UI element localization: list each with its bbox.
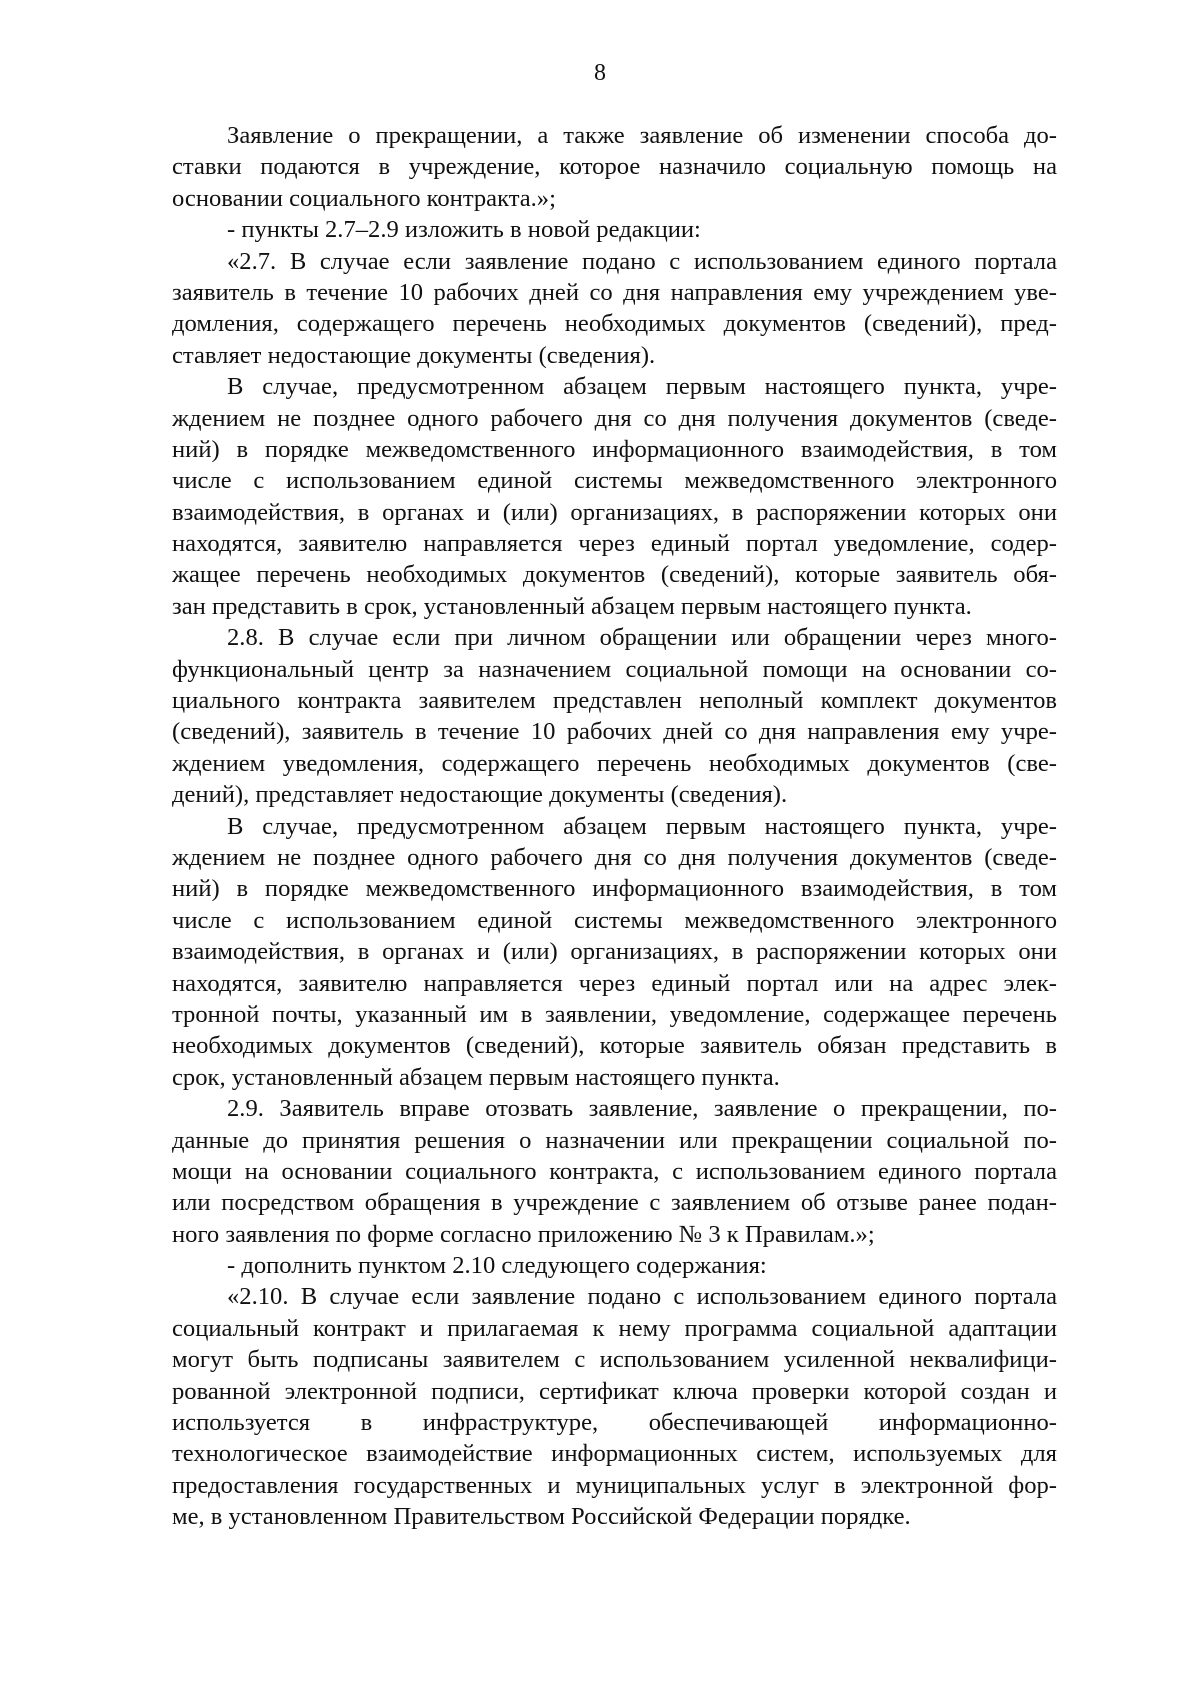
text-line: ставляет недостающие документы (сведения). (172, 341, 656, 369)
text-line: ного заявления по форме согласно приложению № 3 к Правилам.»; (172, 1220, 875, 1248)
text-line: 2.9. Заявитель вправе отозвать заявление, заявление о прекращении, по- (227, 1095, 1057, 1123)
text-line: 2.8. В случае если при личном обращении или обращении через много- (227, 624, 1057, 652)
text-line: ме, в установленном Правительством Российской Федерации порядке. (172, 1503, 911, 1531)
text-line: предоставления государственных и муниципальных услуг в электронной фор- (172, 1471, 1057, 1499)
text-line: необходимых документов (сведений), которые заявитель обязан представить в (172, 1032, 1057, 1060)
text-line: данные до принятия решения о назначении или прекращении социальной по- (172, 1126, 1057, 1154)
text-line: циального контракта заявителем представлен неполный комплект документов (172, 687, 1057, 715)
text-line: рованной электронной подписи, сертификат ключа проверки которой создан и (172, 1377, 1057, 1405)
text-line: (сведений), заявитель в течение 10 рабочих дней со дня направления ему учре- (172, 718, 1057, 746)
text-line: ставки подаются в учреждение, которое назначило социальную помощь на (172, 153, 1057, 181)
text-line: домления, содержащего перечень необходимых документов (сведений), пред- (172, 310, 1057, 338)
text-line: тронной почты, указанный им в заявлении, уведомление, содержащее перечень (172, 1000, 1057, 1028)
page-number: 8 (594, 60, 606, 86)
text-line: находятся, заявителю направляется через единый портал или на адрес элек- (172, 969, 1057, 997)
text-line: могут быть подписаны заявителем с использованием усиленной неквалифици- (172, 1346, 1057, 1374)
text-line: Заявление о прекращении, а также заявление об изменении способа до- (227, 122, 1057, 149)
text-line: функциональный центр за назначением социальной помощи на основании со- (172, 655, 1057, 683)
text-line: - пункты 2.7–2.9 изложить в новой редакции: (227, 216, 701, 244)
text-line: В случае, предусмотренном абзацем первым настоящего пункта, учре- (227, 812, 1057, 840)
text-line: жащее перечень необходимых документов (сведений), которые заявитель обя- (172, 561, 1057, 589)
text-line: находятся, заявителю направляется через единый портал уведомление, содер- (172, 530, 1057, 558)
text-line: ний) в порядке межведомственного информационного взаимодействия, в том (172, 875, 1057, 903)
text-line: числе с использованием единой системы межведомственного электронного (172, 467, 1057, 495)
text-line: ний) в порядке межведомственного информационного взаимодействия, в том (172, 435, 1057, 463)
text-line: «2.10. В случае если заявление подано с использованием единого портала (227, 1283, 1057, 1311)
text-line: социальный контракт и прилагаемая к нему программа социальной адаптации (172, 1314, 1057, 1342)
text-line: срок, установленный абзацем первым настоящего пункта. (172, 1063, 780, 1091)
text-line: мощи на основании социального контракта, с использованием единого портала (172, 1157, 1057, 1185)
text-line: ждением не позднее одного рабочего дня со дня получения документов (сведе- (172, 404, 1057, 432)
text-line: - дополнить пунктом 2.10 следующего содержания: (227, 1252, 767, 1280)
text-line: используется в инфраструктуре, обеспечивающей информационно- (172, 1409, 1057, 1437)
text-line: «2.7. В случае если заявление подано с использованием единого портала (227, 247, 1057, 275)
text-line: взаимодействия, в органах и (или) организациях, в распоряжении которых они (172, 938, 1057, 966)
text-line: ждением не позднее одного рабочего дня со дня получения документов (сведе- (172, 843, 1057, 871)
text-line: технологическое взаимодействие информационных систем, используемых для (172, 1440, 1057, 1468)
document-body (172, 120, 1057, 1533)
text-line: основании социального контракта.»; (172, 184, 556, 212)
text-line: заявитель в течение 10 рабочих дней со дня направления ему учреждением уве- (172, 278, 1057, 306)
text-line: взаимодействия, в органах и (или) организациях, в распоряжении которых они (172, 498, 1057, 526)
text-line: или посредством обращения в учреждение с заявлением об отзыве ранее подан- (172, 1189, 1057, 1217)
text-line: ждением уведомления, содержащего перечень необходимых документов (све- (172, 749, 1057, 777)
text-line: дений), представляет недостающие документы (сведения). (172, 781, 788, 809)
text-line: числе с использованием единой системы межведомственного электронного (172, 906, 1057, 934)
text-line: В случае, предусмотренном абзацем первым настоящего пункта, учре- (227, 373, 1057, 401)
text-line: зан представить в срок, установленный абзацем первым настоящего пункта. (172, 592, 972, 620)
